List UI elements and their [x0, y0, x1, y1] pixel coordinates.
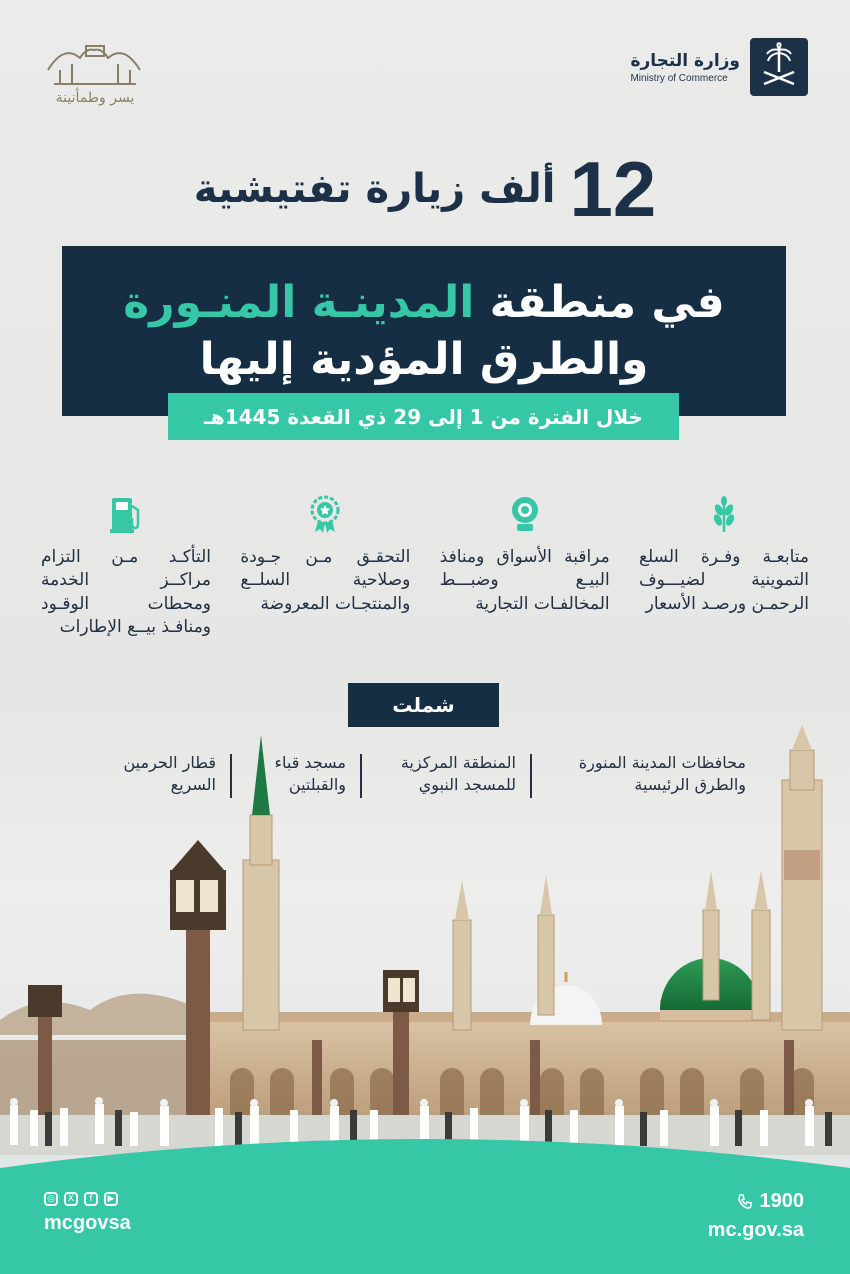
feature-text: التحقـق مـن جـودة وصلاحية السلــع والمنتجـات المعروضة	[240, 547, 411, 614]
phone-number[interactable]	[708, 1190, 804, 1213]
feature-item	[235, 492, 415, 640]
headline-text: ألف زيارة تفتيشية	[193, 166, 556, 212]
ministry-name-en: Ministry of Commerce	[630, 72, 728, 84]
region-banner	[62, 246, 786, 416]
social-block	[44, 1192, 131, 1235]
place-item: المنطقة المركزية للمسجد النبوي	[400, 753, 516, 795]
feature-item	[634, 492, 814, 640]
phone-icon	[736, 1193, 754, 1211]
region-prefix: في منطقة	[489, 277, 725, 328]
includes-label: شملت	[348, 683, 499, 727]
campaign-logo	[40, 40, 150, 106]
palm-swords-emblem-icon	[750, 38, 808, 96]
ministry-logo[interactable]	[630, 38, 808, 96]
medal-icon	[303, 492, 347, 536]
social-handle[interactable]: mcgovsa	[44, 1212, 131, 1234]
headline-number: 12	[569, 145, 657, 233]
feature-item	[36, 492, 216, 640]
phone-text: 1900	[759, 1190, 804, 1212]
x-icon[interactable]: X	[64, 1192, 78, 1206]
instagram-icon[interactable]: ◎	[44, 1192, 58, 1206]
feature-text: التأكـد مـن التزام مراكــز الخدمة ومحطات الوقـود ومنافـذ بيــع الإطارات	[41, 547, 212, 638]
region-accent: المدينـة المنـورة	[123, 277, 475, 328]
feature-text: متابعـة وفـرة السلع التموينية لضيـــوف الرحمـن ورصـد الأسعار	[639, 547, 809, 614]
wheat-icon	[702, 492, 746, 536]
place-divider	[360, 754, 362, 798]
ministry-name-ar: وزارة التجارة	[630, 50, 740, 71]
place-item: محافظات المدينة المنورة والطرق الرئيسية	[578, 753, 746, 795]
place-item: مسجد قباء والقبلتين	[274, 753, 346, 795]
place-item: قطار الحرمين السريع	[123, 753, 216, 795]
contact-block	[708, 1190, 804, 1242]
period-banner: خلال الفترة من 1 إلى 29 ذي القعدة 1445هـ	[168, 393, 679, 440]
place-divider	[230, 754, 232, 798]
campaign-logo-text: يسر وطمأنينة	[55, 90, 135, 106]
social-icons	[44, 1192, 131, 1206]
facebook-icon[interactable]: f	[84, 1192, 98, 1206]
place-divider	[530, 754, 532, 798]
youtube-icon[interactable]: ▶	[104, 1192, 118, 1206]
headline	[0, 145, 850, 233]
fuel-pump-icon	[104, 492, 148, 536]
camera-icon	[503, 492, 547, 536]
feature-item	[435, 492, 615, 640]
website-link[interactable]: mc.gov.sa	[707, 1219, 804, 1241]
places-list	[96, 752, 756, 798]
features-row	[36, 492, 814, 640]
region-title	[123, 277, 724, 328]
region-subtitle: والطرق المؤدية إليها	[199, 334, 649, 385]
feature-text: مراقبة الأسواق ومنافذ البيـع وضبـــط المخالفـات التجارية	[439, 547, 610, 614]
